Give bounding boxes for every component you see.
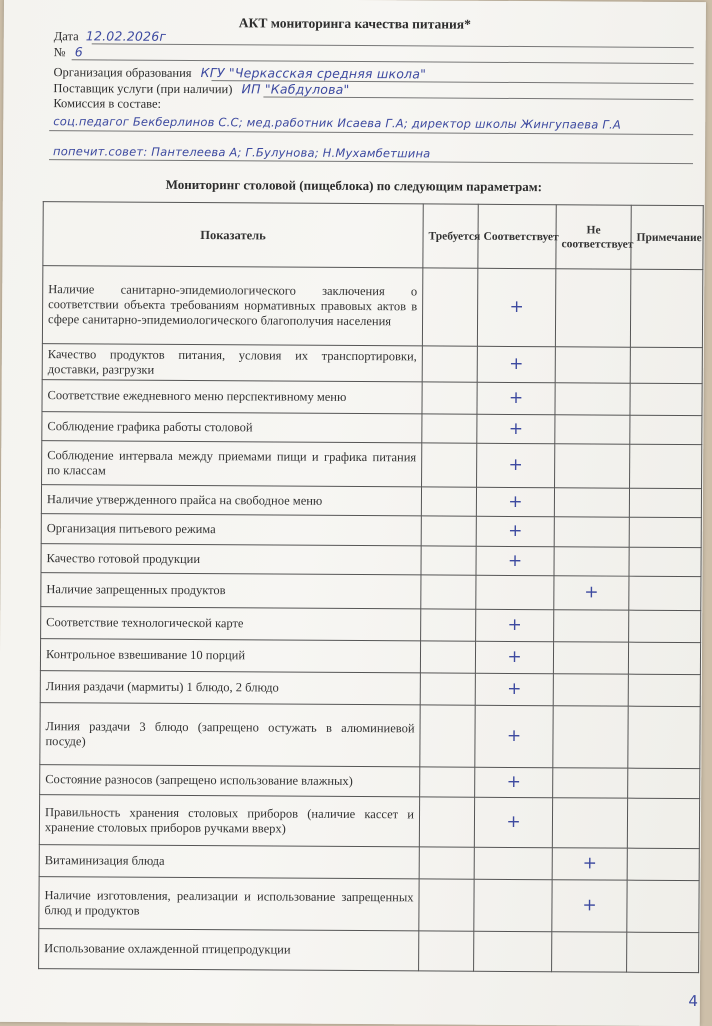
- cell-not-complies: [554, 547, 629, 576]
- cell-complies: +: [477, 268, 555, 346]
- cell-required: [421, 546, 476, 575]
- cell-not-complies: [552, 798, 627, 848]
- cell-required: [420, 673, 475, 705]
- document-title: АКТ мониторинга качества питания*: [238, 15, 471, 32]
- cell-complies: +: [474, 797, 552, 847]
- cell-note: [627, 798, 699, 848]
- cell-not-complies: [555, 383, 630, 415]
- cell-required: [421, 487, 476, 516]
- cell-not-complies: [553, 674, 628, 706]
- cell-note: [629, 610, 701, 642]
- cell-required: [421, 575, 476, 609]
- cell-complies: [474, 879, 552, 931]
- date-label: Дата: [53, 29, 79, 44]
- cell-required: [420, 767, 475, 797]
- cell-indicator: Состояние разносов (запрещено использование влажных): [40, 765, 420, 797]
- cell-complies: [474, 931, 552, 971]
- cell-note: [628, 642, 700, 674]
- table-row: [42, 441, 702, 489]
- table-row: [41, 485, 701, 518]
- cell-not-complies: [554, 610, 629, 642]
- supplier-label: Поставщик услуги (при наличии): [53, 81, 233, 97]
- table-row: [40, 639, 700, 675]
- cell-not-complies: [555, 415, 630, 444]
- cell-not-complies: +: [552, 848, 627, 880]
- table-header-row: [43, 202, 703, 270]
- table-row: [39, 845, 699, 881]
- cell-complies: +: [477, 382, 555, 414]
- header-not-complies: Не соответствует: [556, 205, 631, 269]
- commission-row: [53, 96, 693, 115]
- cell-note: [628, 768, 700, 798]
- cell-indicator: Соблюдение графика работы столовой: [42, 412, 422, 443]
- cell-indicator: Организация питьевого режима: [41, 514, 421, 546]
- cell-indicator: Витаминизация блюда: [39, 845, 419, 879]
- table-row: [41, 514, 701, 548]
- cell-indicator: Соответствие ежедневного меню перспективному меню: [42, 380, 422, 414]
- number-value: 6: [74, 44, 83, 60]
- cell-required: [421, 609, 476, 641]
- cell-required: [419, 931, 474, 971]
- header-note: Примечание: [631, 205, 703, 269]
- cell-required: [421, 516, 476, 546]
- cell-not-complies: [553, 768, 628, 798]
- table-row: [42, 266, 702, 348]
- cell-required: [422, 414, 477, 443]
- cell-note: [627, 880, 699, 932]
- cell-required: [419, 847, 474, 879]
- cell-complies: [474, 847, 552, 879]
- cell-indicator: Соответствие технологической карте: [41, 607, 421, 641]
- cell-required: [422, 382, 477, 414]
- table-row: [42, 344, 702, 384]
- cell-required: [422, 346, 477, 382]
- commission-label: Комиссия в составе:: [53, 96, 162, 111]
- cell-complies: +: [477, 443, 555, 487]
- organization-label: Организация образования: [53, 65, 192, 81]
- cell-complies: +: [475, 673, 553, 705]
- cell-complies: +: [477, 346, 555, 382]
- cell-note: [630, 269, 702, 347]
- cell-indicator: Наличие изготовления, реализации и использование запрещенных блюд и продуктов: [39, 877, 419, 931]
- cell-note: [629, 547, 701, 576]
- header-required: Требуется: [423, 204, 478, 268]
- table-row: [40, 703, 700, 769]
- table-row: [39, 877, 699, 933]
- cell-indicator: Контрольное взвешивание 10 порций: [40, 639, 420, 673]
- cell-indicator: Использование охлажденной птицепродукции: [39, 929, 419, 971]
- cell-not-complies: +: [554, 576, 629, 610]
- cell-required: [422, 268, 477, 346]
- cell-indicator: Качество готовой продукции: [41, 544, 421, 575]
- cell-note: [630, 383, 702, 415]
- cell-note: [630, 444, 702, 488]
- date-value: 12.02.2026г: [85, 28, 167, 44]
- cell-required: [420, 641, 475, 673]
- commission-members-text-1: соц.педагог Бекберлинов С.С; мед.работник Исаева Г.А; директор школы Жингупаева Г.А: [53, 114, 621, 132]
- cell-note: [630, 347, 702, 383]
- supplier-value: ИП "Кабдулова": [241, 81, 350, 97]
- cell-note: [630, 415, 702, 444]
- cell-note: [629, 517, 701, 547]
- cell-required: [419, 879, 474, 931]
- table-row: [39, 795, 699, 849]
- number-label: №: [53, 45, 66, 60]
- cell-indicator: Линия раздачи 3 блюдо (запрещено остужать в алюминиевой посуде): [40, 703, 420, 767]
- cell-complies: +: [476, 546, 554, 575]
- header-indicator: Показатель: [43, 202, 423, 268]
- table-row: [41, 573, 701, 611]
- header-complies: Соответствует: [478, 204, 556, 268]
- cell-not-complies: [554, 517, 629, 547]
- header-fields: [53, 28, 694, 172]
- cell-indicator: Наличие утвержденного прайса на свободное меню: [41, 485, 421, 516]
- section-subtitle: Мониторинг столовой (пищеблока) по следующим параметрам:: [165, 176, 543, 195]
- cell-note: [628, 674, 700, 706]
- cell-not-complies: [554, 488, 629, 517]
- cell-complies: +: [475, 767, 553, 797]
- table-row: [41, 607, 701, 643]
- cell-indicator: Правильность хранения столовых приборов (наличие кассет и хранение столовых приборов ручками вверх): [39, 795, 419, 847]
- cell-note: [628, 706, 700, 768]
- cell-not-complies: +: [552, 880, 627, 932]
- organization-value: КГУ "Черкасская средняя школа": [200, 65, 427, 82]
- cell-required: [422, 443, 477, 487]
- cell-note: [627, 848, 699, 880]
- table-row: [42, 380, 702, 416]
- cell-note: [629, 576, 701, 610]
- cell-complies: +: [476, 487, 554, 516]
- cell-complies: [476, 575, 554, 609]
- cell-not-complies: [553, 706, 628, 768]
- cell-complies: +: [475, 705, 553, 767]
- cell-complies: +: [476, 516, 554, 546]
- cell-indicator: Наличие запрещенных продуктов: [41, 573, 421, 609]
- table-row: [42, 412, 702, 445]
- cell-complies: +: [475, 641, 553, 673]
- table-row: [40, 671, 700, 707]
- cell-note: [627, 932, 699, 972]
- commission-members-text-2: попечит.совет: Пантелеева А; Г.Булунова; Н.Мухамбетшина: [53, 144, 431, 161]
- cell-indicator: Соблюдение интервала между приемами пищи и графика питания по классам: [42, 441, 422, 487]
- table-row: [40, 765, 700, 799]
- cell-note: [629, 488, 701, 517]
- cell-not-complies: [555, 444, 630, 488]
- cell-not-complies: [552, 932, 627, 972]
- cell-indicator: Линия раздачи (мармиты) 1 блюдо, 2 блюдо: [40, 671, 420, 705]
- cell-not-complies: [555, 347, 630, 383]
- cell-not-complies: [555, 269, 630, 347]
- table-row: [41, 544, 701, 577]
- cell-indicator: Качество продуктов питания, условия их транспортировки, доставки, разгрузки: [42, 344, 422, 382]
- cell-indicator: Наличие санитарно-эпидемиологического заключения о соответствии объекта требованиям нормативных правовых актов в сфере санитарно-эпидемиологического благополучия населения: [42, 266, 422, 346]
- table-row: [39, 929, 699, 973]
- cell-complies: +: [476, 609, 554, 641]
- cell-complies: +: [477, 414, 555, 443]
- cell-not-complies: [553, 642, 628, 674]
- cell-required: [420, 705, 475, 767]
- table-body: [39, 266, 703, 973]
- page-mark: 4: [688, 992, 698, 1011]
- cell-required: [419, 797, 474, 847]
- monitoring-table: [38, 201, 704, 973]
